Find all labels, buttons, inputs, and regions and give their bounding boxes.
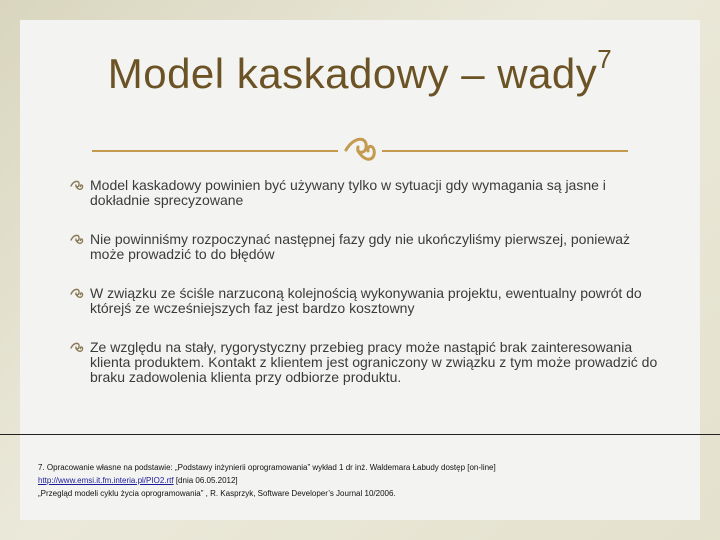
list-item [70, 340, 660, 385]
list-item [70, 232, 660, 262]
source-link[interactable]: http://www.emsi.it.fm.interia.pl/PIO2.rtf [38, 476, 174, 485]
list-item [70, 178, 660, 208]
title-divider-right [382, 150, 628, 152]
fleuron-bullet-icon [70, 288, 84, 299]
access-date: [dnia 06.05.2012] [173, 476, 238, 485]
fleuron-bullet-icon [70, 342, 84, 353]
list-item [70, 286, 660, 316]
bullet-text: Model kaskadowy powinien być używany tylko w sytuacji gdy wymagania są jasne i dokładnie sprecyzowane [90, 177, 606, 208]
bullet-text: Nie powinniśmy rozpoczynać następnej fazy gdy nie ukończyliśmy pierwszej, ponieważ może prowadzić to do błędów [90, 231, 631, 262]
bullet-text: W związku ze ściśle narzuconą kolejnością wykonywania projektu, ewentualny powrót do którejś ze wcześniejszych faz jest bardzo kosztowny [90, 285, 642, 316]
bullet-text: Ze względu na stały, rygorystyczny przebieg pracy może nastąpić brak zainteresowania klienta produktem. Kontakt z klientem jest ograniczony w związku z tym może prowadzić do braku zadowolenia klienta przy odbiorze produktu. [90, 339, 658, 385]
bullet-list [70, 178, 660, 385]
slide-title-text: Model kaskadowy – wady [107, 50, 598, 97]
slide-title [0, 44, 720, 98]
fleuron-bullet-icon [70, 234, 84, 245]
fleuron-bullet-icon [70, 180, 84, 191]
footnote-separator [0, 434, 720, 435]
footnote-line-2 [38, 474, 698, 487]
footnote-line-3: „Przegląd modeli cyklu życia oprogramowania” , R. Kasprzyk, Software Developer’s Journal 10/2006. [38, 489, 396, 498]
fleuron-icon [340, 134, 380, 166]
title-footnote-marker: 7 [597, 44, 613, 74]
footnote [38, 461, 698, 500]
title-divider-left [92, 150, 338, 152]
footnote-line-1: 7. Opracowanie własne na podstawie: „Podstawy inżynierii oprogramowania” wykład 1 dr inż. Waldemara Łabudy dostęp [on-line] [38, 463, 496, 472]
